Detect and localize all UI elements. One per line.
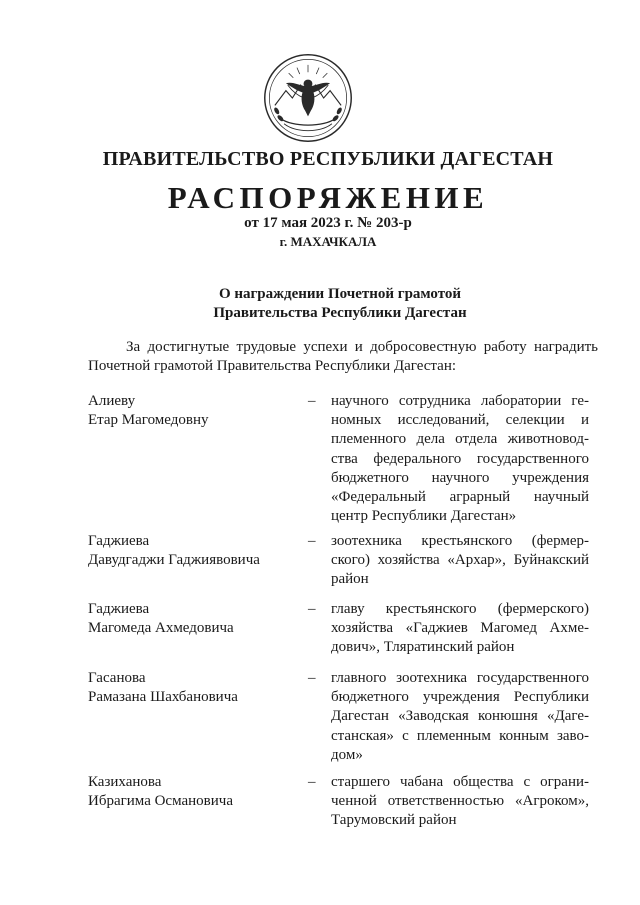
description-line: центр Республики Дагестан»	[331, 508, 517, 525]
description-line: ченной ответственностью «Агроком»,	[331, 793, 589, 810]
description-line: Дагестан «Заводская конюшня «Даге-	[331, 708, 589, 725]
awardee-surname: Алиеву	[88, 393, 136, 409]
awardee-name	[88, 773, 288, 811]
awardee-given-names: Ибрагима Османовича	[88, 793, 233, 810]
description-line: «Федеральный аграрный научный	[331, 489, 589, 506]
awardee-surname: Гаджиева	[88, 533, 150, 549]
description-line: племенного дела отдела животновод-	[331, 431, 589, 448]
description-line: район	[331, 571, 369, 588]
awardee-description	[331, 669, 589, 765]
awardee-name	[88, 600, 288, 638]
description-line: хозяйства «Гаджиев Магомед Ахме-	[331, 620, 589, 637]
awardee-given-names: Давудгаджи Гаджиявовича	[88, 552, 260, 569]
document-subject	[0, 285, 640, 323]
awardee-given-names: Етар Магомедовну	[88, 412, 209, 429]
description-line: дом»	[331, 746, 363, 763]
description-line: бюджетного научного учреждения	[331, 469, 589, 486]
subject-line-1: О награждении Почетной грамотой	[218, 286, 462, 302]
entry-dash: –	[308, 601, 316, 617]
description-line: старшего чабана общества с ограни-	[331, 774, 589, 790]
government-title: ПРАВИТЕЛЬСТВО РЕСПУБЛИКИ ДАГЕСТАН	[102, 148, 554, 170]
description-line: ства федерального государственного	[331, 450, 589, 467]
awardee-description	[331, 532, 589, 590]
description-line: номных исследований, селекции и	[331, 412, 589, 429]
description-line: научного сотрудника лаборатории ге-	[331, 393, 589, 409]
description-line: бюджетного учреждения Республики	[331, 689, 589, 706]
entry-dash: –	[308, 533, 316, 549]
document-date-number: от 17 мая 2023 г. № 203-р	[244, 215, 412, 231]
awardee-description	[331, 600, 589, 658]
awardee-surname: Казиханова	[88, 774, 162, 790]
intro-line-1: За достигнутые трудовые успехи и добросовестную работу наградить	[126, 339, 598, 355]
description-line: Тарумовский район	[331, 812, 457, 829]
awardee-name	[88, 669, 288, 707]
description-line: дович», Тляратинский район	[331, 639, 515, 656]
awardee-given-names: Магомеда Ахмедовича	[88, 620, 234, 637]
description-line: главного зоотехника государственного	[331, 670, 589, 686]
intro-line-2: Почетной грамотой Правительства Республики Дагестан:	[88, 358, 457, 374]
awardee-name	[88, 392, 288, 430]
description-line: главу крестьянского (фермерского)	[331, 601, 589, 617]
dagestan-coat-of-arms-emblem	[262, 52, 354, 144]
subject-line-2: Правительства Республики Дагестан	[213, 305, 467, 321]
awardee-surname: Гаджиева	[88, 601, 150, 617]
entry-dash: –	[308, 774, 316, 790]
awardee-description	[331, 392, 589, 526]
intro-paragraph	[88, 338, 598, 376]
awardee-description	[331, 773, 589, 831]
entry-dash: –	[308, 670, 316, 686]
description-line: станская» с племенным конным заво-	[331, 727, 589, 744]
entry-dash: –	[308, 393, 316, 409]
awardee-surname: Гасанова	[88, 670, 146, 686]
awardee-given-names: Рамазана Шахбановича	[88, 689, 238, 706]
description-line: зоотехника крестьянского (фермер-	[331, 533, 589, 549]
description-line: ского) хозяйства «Архар», Буйнакский	[331, 552, 589, 569]
document-city: г. МАХАЧКАЛА	[279, 234, 377, 249]
awardee-name	[88, 532, 288, 570]
document-type-title: РАСПОРЯЖЕНИЕ	[167, 180, 489, 215]
